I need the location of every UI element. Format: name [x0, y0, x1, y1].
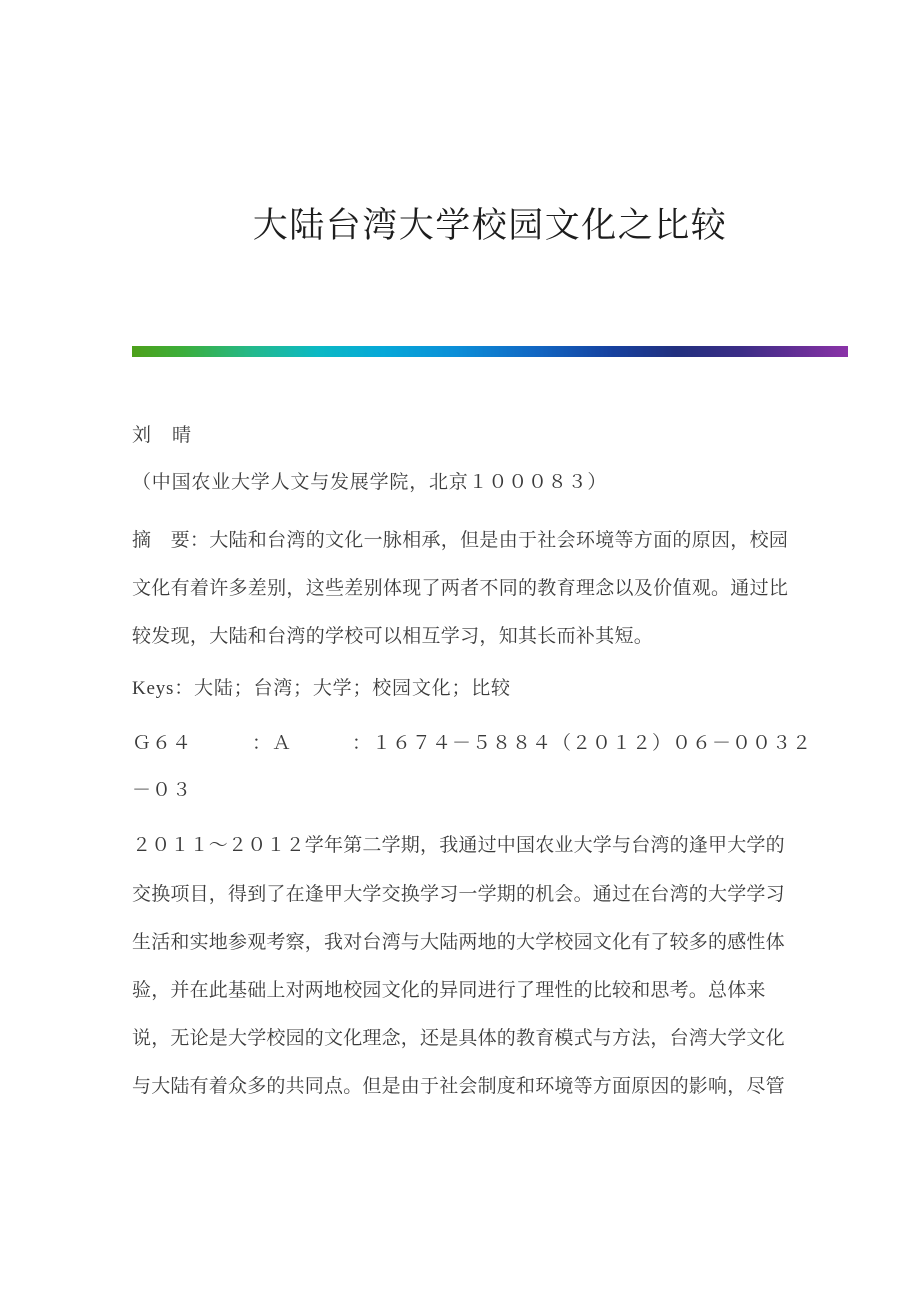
abstract-line: 文化有着许多差别，这些差别体现了两者不同的教育理念以及价值观。通过比 [132, 576, 789, 599]
body-paragraph-line: 生活和实地参观考察，我对台湾与大陆两地的大学校园文化有了较多的感性体 [132, 930, 785, 953]
classification-code-line: Ｇ６４ ：Ａ ：１６７４－５８８４（２０１２）０６－００３２ [132, 732, 813, 754]
body-paragraph-line: ２０１１～２０１２学年第二学期，我通过中国农业大学与台湾的逢甲大学的 [132, 834, 785, 856]
gradient-divider [132, 346, 848, 357]
body-paragraph-line: 交换项目，得到了在逢甲大学交换学习一学期的机会。通过在台湾的大学学习 [132, 882, 785, 905]
divider-wrapper [132, 346, 848, 357]
keywords-line: Keys：大陆；台湾；大学；校园文化；比较 [132, 677, 511, 699]
author-affiliation: （中国农业大学人文与发展学院，北京１０００８３） [132, 471, 608, 493]
abstract-block [132, 516, 848, 660]
title-block [132, 0, 848, 249]
page-content [132, 0, 848, 1110]
body-paragraph-line: 与大陆有着众多的共同点。但是由于社会制度和环境等方面原因的影响，尽管 [132, 1074, 785, 1097]
classification-code-block [132, 720, 848, 814]
classification-code-line: －０３ [132, 779, 193, 801]
metadata-block [132, 415, 848, 511]
body-text-block [132, 822, 848, 1110]
body-paragraph-line: 验，并在此基础上对两地校园文化的异同进行了理性的比较和思考。总体来 [132, 978, 766, 1001]
abstract-line: 摘 要：大陆和台湾的文化一脉相承，但是由于社会环境等方面的原因，校园 [132, 528, 789, 551]
abstract-line: 较发现，大陆和台湾的学校可以相互学习，知其长而补其短。 [132, 624, 654, 647]
author-name: 刘 晴 [132, 423, 193, 446]
body-paragraph-line: 说，无论是大学校园的文化理念，还是具体的教育模式与方法，台湾大学文化 [132, 1026, 785, 1049]
page-title: 大陆台湾大学校园文化之比较 [252, 206, 728, 246]
